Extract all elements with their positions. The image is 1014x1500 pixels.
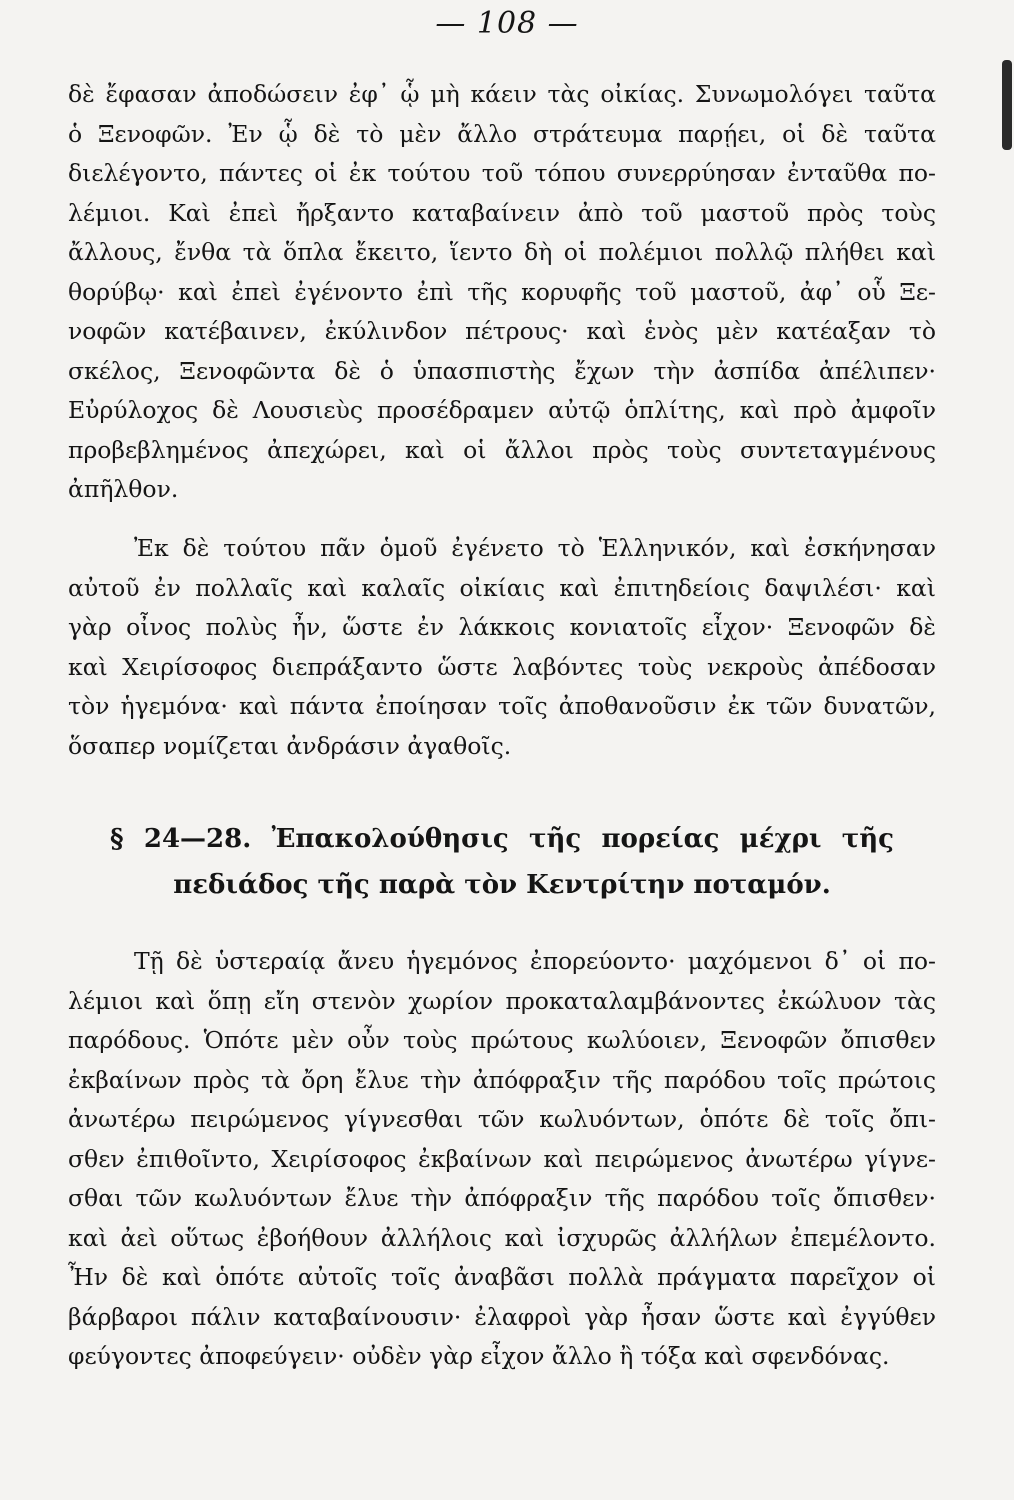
text-line: ὁ Ξενοφῶν. Ἐν ᾧ δὲ τὸ μὲν ἄλλο στράτευμα παρῄει, οἱ δὲ ταῦτα [68, 119, 936, 148]
section-heading [110, 816, 894, 908]
text-line: φεύγοντες ἀποφεύγειν· οὐδὲν γὰρ εἶχον ἄλλο ἢ τόξα καὶ σφενδόνας. [68, 1342, 890, 1370]
text-line: Ἦν δὲ καὶ ὁπότε αὐτοῖς τοῖς ἀναβᾶσι πολλὰ πράγματα παρεῖχον οἱ [68, 1263, 936, 1291]
text-line: γὰρ οἶνος πολὺς ἦν, ὥστε ἐν λάκκοις κονιατοῖς εἶχον· Ξενοφῶν δὲ [68, 613, 936, 641]
paragraph-3 [68, 942, 936, 1377]
text-line: λέμιοι καὶ ὅπῃ εἴη στενὸν χωρίον προκαταλαμβάνοντες ἐκώλυον τὰς [68, 986, 936, 1015]
text-line: θορύβῳ· καὶ ἐπεὶ ἐγένοντο ἐπὶ τῆς κορυφῆς τοῦ μαστοῦ, ἀφ᾽ οὗ Ξε- [68, 277, 936, 306]
text-line: λέμιοι. Καὶ ἐπεὶ ἤρξαντο καταβαίνειν ἀπὸ τοῦ μαστοῦ πρὸς τοὺς [68, 198, 936, 227]
text-line: Εὐρύλοχος δὲ Λουσιεὺς προσέδραμεν αὐτῷ ὁπλίτης, καὶ πρὸ ἀμφοῖν [68, 396, 936, 424]
text-line: νοφῶν κατέβαινεν, ἐκύλινδον πέτρους· καὶ ἑνὸς μὲν κατέαξαν τὸ [68, 317, 936, 345]
text-line: προβεβλημένος ἀπεχώρει, καὶ οἱ ἄλλοι πρὸς τοὺς συντεταγμένους [68, 435, 936, 464]
text-line: ἀνωτέρω πειρώμενος γίγνεσθαι τῶν κωλυόντων, ὁπότε δὲ τοῖς ὄπι- [68, 1105, 936, 1133]
text-line: ἄλλους, ἔνθα τὰ ὅπλα ἔκειτο, ἵεντο δὴ οἱ πολέμιοι πολλῷ πλήθει καὶ [68, 238, 936, 266]
text-line: βάρβαροι πάλιν καταβαίνουσιν· ἐλαφροὶ γὰρ ἦσαν ὥστε καὶ ἐγγύθεν [68, 1302, 936, 1331]
text-line: ἐκβαίνων πρὸς τὰ ὄρη ἔλυε τὴν ἀπόφραξιν τῆς παρόδου τοῖς πρώτοις [68, 1065, 936, 1094]
paragraph-1 [68, 75, 936, 510]
text-line: ἀπῆλθον. [68, 475, 179, 503]
text-line: Ἐκ δὲ τούτου πᾶν ὁμοῦ ἐγένετο τὸ Ἑλληνικόν, καὶ ἐσκήνησαν [134, 534, 936, 562]
page-edge-shadow [1002, 60, 1012, 150]
heading-line: πεδιάδος τῆς παρὰ τὸν Κεντρίτην ποταμόν. [173, 870, 831, 900]
text-line: σκέλος, Ξενοφῶντα δὲ ὁ ὑπασπιστὴς ἔχων τὴν ἀσπίδα ἀπέλιπεν· [68, 356, 936, 385]
text-line: καὶ ἀεὶ οὕτως ἐβοήθουν ἀλλήλοις καὶ ἰσχυρῶς ἀλλήλων ἐπεμέλοντο. [68, 1223, 936, 1252]
text-line: καὶ Χειρίσοφος διεπράξαντο ὥστε λαβόντες τοὺς νεκροὺς ἀπέδοσαν [68, 652, 936, 681]
heading-line: § 24—28. Ἐπακολούθησις τῆς πορείας μέχρι τῆς [110, 824, 894, 854]
text-line: Τῇ δὲ ὑστεραίᾳ ἄνευ ἡγεμόνος ἐπορεύοντο· μαχόμενοι δ᾽ οἱ πο- [134, 947, 936, 975]
text-line: σθεν ἐπιθοῖντο, Χειρίσοφος ἐκβαίνων καὶ πειρώμενος ἀνωτέρω γίγνε- [68, 1144, 936, 1173]
text-line: διελέγοντο, πάντες οἱ ἐκ τούτου τοῦ τόπου συνερρύησαν ἐνταῦθα πο- [68, 159, 936, 187]
text-line: αὐτοῦ ἐν πολλαῖς καὶ καλαῖς οἰκίαις καὶ ἐπιτηδείοις δαψιλέσι· καὶ [68, 573, 936, 602]
paragraph-2 [68, 529, 936, 766]
text-line: παρόδους. Ὁπότε μὲν οὖν τοὺς πρώτους κωλύοιεν, Ξενοφῶν ὄπισθεν [68, 1026, 936, 1054]
text-line: δὲ ἔφασαν ἀποδώσειν ἐφ᾽ ᾧ μὴ κάειν τὰς οἰκίας. Συνωμολόγει ταῦτα [68, 80, 936, 108]
text-line: σθαι τῶν κωλυόντων ἔλυε τὴν ἀπόφραξιν τῆς παρόδου τοῖς ὄπισθεν· [68, 1184, 936, 1212]
text-line: ὅσαπερ νομίζεται ἀνδράσιν ἀγαθοῖς. [68, 731, 512, 760]
page-number: — 108 — [435, 6, 579, 41]
text-line: τὸν ἡγεμόνα· καὶ πάντα ἐποίησαν τοῖς ἀποθανοῦσιν ἐκ τῶν δυνατῶν, [68, 692, 936, 720]
